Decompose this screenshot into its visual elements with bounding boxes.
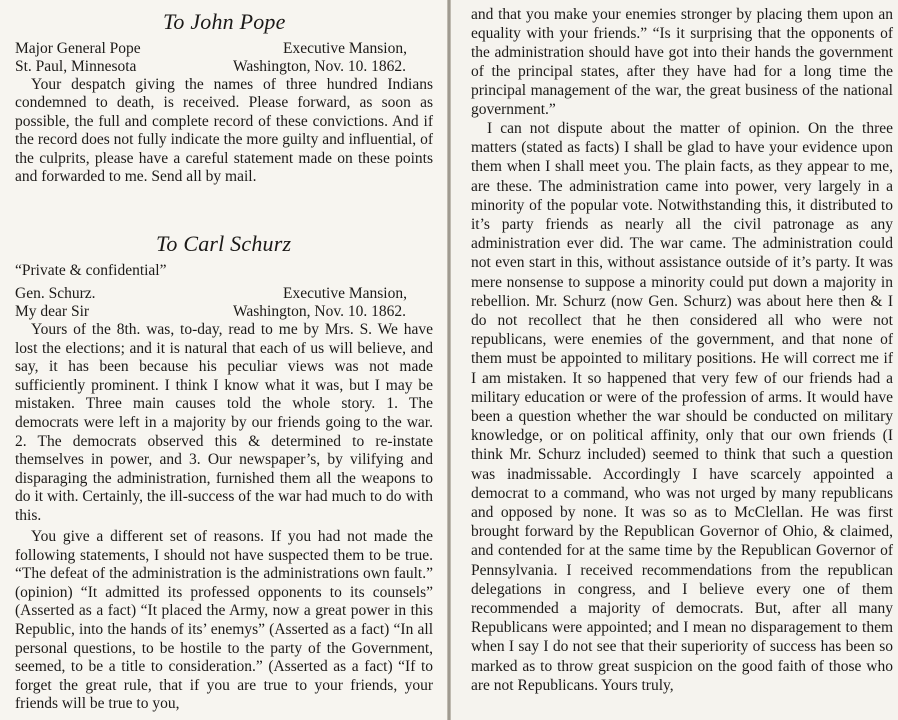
letter-body-paragraph-2: You give a different set of reasons. If you had not made the following statements, I should not have suspected them to be true. “The defeat of the administration is the administrations own fault.” (opinion) “It admitted its professed opponents to its counsels” (Asserted as a fact) “It placed the Army, now a great power in this Republic, into the hands of its’ enemys” (Asserted as a fact) “In all personal questions, to be hostile to the party of the Government, seemed, to be a title to consideration.” (Asserted as a fact) “If to forget the great rule, that if you are true to your friends, your friends will be true to you, — [15, 528, 433, 713]
letter-body-continuation: and that you make your enemies stronger by placing them upon an equality with your friends.” “Is it surprising that the opponents of the administration should have got into their hands the government of the principal states, after they have had for a long time the principal management of the war, the great business of the national government.” — [471, 6, 893, 119]
letter-heading-schurz: To Carl Schurz — [156, 231, 292, 256]
recipient-line: Gen. Schurz. — [15, 285, 96, 302]
letter-body-pope: Your despatch giving the names of three hundred Indians condemned to death, is received. Please forward, as soon as possible, the full and complete record of these convictions. And if the record does not fully indicate the more guilty and influential, of the culprits, please have a careful statement made on these points and forwarded to me. Send all by mail. — [15, 76, 433, 186]
confidential-marking: “Private & confidential” — [15, 262, 167, 279]
recipient-line: Major General Pope — [15, 40, 141, 57]
letter-body-paragraph-3: I can not dispute about the matter of opinion. On the three matters (stated as facts) I shall be glad to have your evidence upon them when I shall meet you. The plain facts, as they appear to me, are these. The administration came into power, very largely in a minority of the popular vote. Notwithstanding this, it distributed to it’s party friends as nearly all the civil patronage as any administration ever did. The war came. The administration could not even start in this, without assistance outside of it’s party. It was mere nonsense to suppose a minority could put down a majority in rebellion. Mr. Schurz (now Gen. Schurz) was about here then & I do not recollect that he then considered all who were not republicans, were enemies of the government, and that none of them must be appointed to military positions. He will correct me if I am mistaken. It so happened that very few of our friends had a military education or were of the profession of arms. It would have been a question whether the war should be conducted on military knowledge, or on political affinity, only that our own friends (I think Mr. Schurz included) seemed to think that such a question was inadmissable. Accordingly I have scarcely appointed a democrat to a command, who was not urged by many republicans and opposed by none. It was so as to McClellan. He was first brought forward by the Republican Governor of Ohio, & claimed, and contended for at the same time by the Republican Governor of Pennsylvania. I received recommendations from the republican delegations in congress, and I believe every one of them recommended a majority of democrats. But, after all many Republicans were appointed; and I mean no disparagement to them when I say I do not see that their superiority of success has been so marked as to throw great suspicion on the good faith of those who are not Republicans. Yours truly, — [471, 120, 893, 694]
place-line: Executive Mansion, — [283, 40, 407, 57]
date-line: Washington, Nov. 10. 1862. — [233, 58, 406, 75]
recipient-line: St. Paul, Minnesota — [15, 58, 137, 75]
date-line: Washington, Nov. 10. 1862. — [233, 303, 406, 320]
letter-body-paragraph-1: Yours of the 8th. was, to-day, read to me by Mrs. S. We have lost the elections; and it is natural that each of us will believe, and say, it has been because his peculiar views was not made sufficiently prominent. I think I know what it was, but I may be mistaken. Three main causes told the whole story. 1. The democrats were left in a majority by our friends going to the war. 2. The democrats observed this & determined to re-instate themselves in power, and 3. Our newspaper’s, by vilifying and disparaging the administration, furnished them all the weapons to do it with. Certainly, the ill-success of the war had much to do with this. — [15, 321, 433, 524]
place-line: Executive Mansion, — [283, 285, 407, 302]
right-page — [451, 0, 898, 720]
salutation: My dear Sir — [15, 303, 90, 320]
left-page — [0, 0, 448, 720]
letter-heading-pope: To John Pope — [163, 9, 286, 34]
